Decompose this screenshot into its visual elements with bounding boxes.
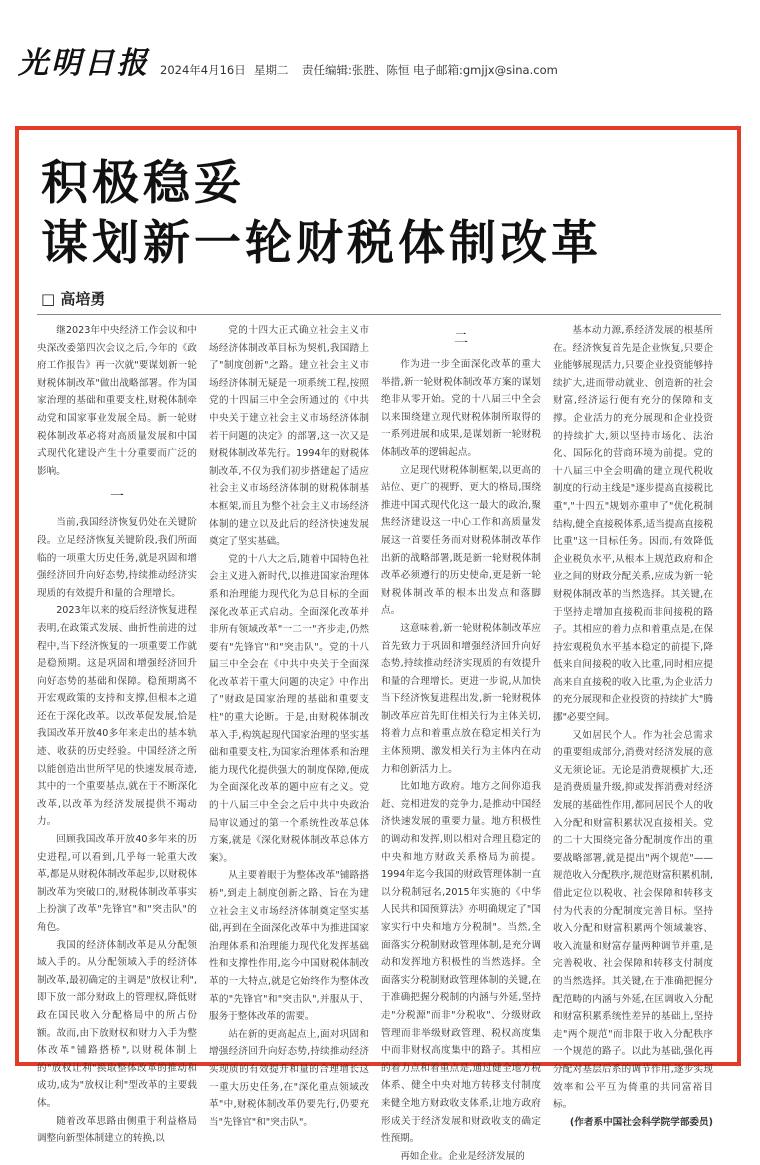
editor-email: 电子邮箱:gmjjx@sina.com	[413, 63, 558, 77]
article-author: □ 高培勇	[41, 290, 106, 308]
newspaper-logo: 光明日报	[18, 46, 150, 81]
article-paragraph: 站在新的更高起点上,面对巩固和增强经济回升向好态势,持续推动经济实现质的有效提升和量的合理增长这一重大历史任务,在"深化重点领域改革"中,财税体制改革仍要先行,仍要充当"先锋官"和"突击队"。	[209, 1028, 369, 1128]
article-paragraph: 当前,我国经济恢复仍处在关键阶段。立足经济恢复关键阶段,我们所面临的一项重大历史任务,就是巩固和增强经济回升向好态势,持续推动经济实现质的有效提升和量的合理增长。	[37, 517, 197, 599]
article-paragraph: 随着改革思路由侧重于利益格局调整向新型体制建立的转换,以	[37, 1115, 197, 1145]
article-paragraph: 比如地方政府。地方之间你追我赶、竞相进发的竞争力,是推动中国经济快速发展的重要力量。地方积极性的调动和发挥,则以相对合理且稳定的中央和地方财政关系格局为前提。1994年迄今我国的财政管理体制一直以分税制冠名,2015年实施的《中华人民共和国预算法》亦明确规定了"国家实行中央和地方分税制"。当然,全面落实分税制财政管理体制,是充分调动和发挥地方积极性的当然选择。全面落实分税制财政管理体制的关键,在于准确把握分税制的内涵与外延,坚持走"分税源"而非"分税收"、分级财政管理而非举级财政管理、税权高度集中而非财权高度集中的路子。其相应的着力点和着重点是,通过健全地方税体系、健全中央对地方转移支付制度来健全地方财政收支体系,让地方政府形成关于经济发展和财政收支的确定性预期。	[381, 781, 541, 1145]
article-paragraph: 党的十八大之后,随着中国特色社会主义进入新时代,以推进国家治理体系和治理能力现代化为总目标的全面深化改革正式启动。全面深化改革并非所有领域改革"一二一"齐步走,仍然要有"先锋官"和"突击队"。党的十八届三中全会在《中共中央关于全面深化改革若干重大问题的决定》中作出了"财政是国家治理的基础和重要支柱"的重大论断。于是,由财税体制改革入手,构筑起现代国家治理的坚实基础和重要支柱,为国家治理体系和治理能力现代化提供强大的制度保障,便成为全面深化改革的题中应有之义。党的十八届三中全会之后中共中央政治局审议通过的第一个系统性改革总体方案,就是《深化财税体制改革总体方案》。	[209, 553, 369, 864]
article-paragraph: 立足现代财税体制框架,以更高的站位、更广的视野、更大的格局,围绕推进中国式现代化这一最大的政治,聚焦经济建设这一中心工作和高质量发展这一首要任务而对财税体制改革作出新的战略部署,既是新一轮财税体制改革必须遵行的历史使命,更是新一轮财税体制改革的根本出发点和落脚点。	[381, 464, 541, 617]
article-paragraph: 从主要着眼于为整体改革"铺路搭桥",到走上制度创新之路、旨在为建立社会主义市场经济体制奠定坚实基础,再到在全面深化改革中为推进国家治理体系和治理能力现代化发挥基础性和支撑性作用,迄今中国财税体制改革的一大特点,就是它始终作为整体改革的"先锋官"和"突击队",并服从于、服务于整体改革的需要。	[209, 870, 369, 1023]
article-paragraph: 继2023年中央经济工作会议和中央深改委第四次会议之后,今年的《政府工作报告》再一次就"要谋划新一轮财税体制改革"做出战略部署。作为国家治理的基础和重要支柱,财税体制牵动党和国家事业发展全局。新一轮财税体制改革必将对高质量发展和中国式现代化建设产生十分重要而广泛的影响。	[37, 325, 197, 477]
issue-date: 2024年4月16日	[160, 63, 246, 77]
issue-weekday: 星期二	[254, 63, 289, 77]
newspaper-masthead	[0, 0, 760, 108]
article-paragraph: 又如居民个人。作为社会总需求的重要组成部分,消费对经济发展的意义无须论证。无论是消费规模扩大,还是消费质量升级,抑或发挥消费对经济发展的基础性作用,都同居民个人的收入分配和财富积累状况直接相关。党的二十大围绕完备分配制度作出的重要战略部署,就是提出"两个规范"——规范收入分配秩序,规范财富积累机制,借此定位以税收、社会保障和转移支付为代表的分配制度完善目标。坚持收入分配和财富积累两个领域兼容、收入流量和财富存量两种调节并重,是完善税收、社会保障和转移支付制度的当然选择。其关键,在于准确把握分配范畴的内涵与外延,在匡调收入分配和财富积累系统性差异的基础上,坚持走"两个规范"而非限于收入分配秩序一个规范的路子。以此为基础,强化再分配对基层后系的调节作用,逐步实现效率和公平互为倚重的共同富裕目标。	[553, 729, 713, 1111]
author-affiliation: (作者系中国社会科学院学部委员)	[569, 1116, 713, 1128]
article-column-1	[37, 322, 197, 1148]
article-paragraph: 这意味着,新一轮财税体制改革应首先致力于巩固和增强经济回升向好态势,持续推动经济实现质的有效提升和量的合理增长。更进一步说,从加快当下经济恢复进程出发,新一轮财税体制改革应首先盯住相关行为主体关切,将着力点和着重点放在稳定相关行为主体预期、激发相关行为主体内在动力和创新活力上。	[381, 622, 541, 775]
section-number: 一	[110, 489, 124, 506]
article-paragraph: 基本动力源,系经济发展的根基所在。经济恢复首先是企业恢复,只要企业能够展现活力,只要企业投资能够持续扩大,进而带动就业、创造新的社会财富,经济运行便有充分的保障和支撑。企业活力的充分展现和企业投资的持续扩大,须以坚持市场化、法治化、国际化的营商环境为前提。党的十八届三中全会明确的建立现代税收制度的行动主线是"逐步提高直接税比重","十四五"规划亦重申了"优化税制结构,健全直接税体系,适当提高直接税比重"这一目标任务。因而,有效降低企业税负水平,从根本上规范政府和企业之间的财政分配关系,应成为新一轮财税体制改革的当然选择。其关键,在于坚持走增加直接税而非间接税的路子。其相应的着力点和着重点是,在保持宏观税负水平基本稳定的前提下,降低来自间接税的收入比重,同时相应提高来自直接税的收入比重,为企业活力的充分展现和企业投资的持续扩大"腾挪"必要空间。	[553, 325, 713, 724]
article-paragraph: 回顾我国改革开放40多年来的历史进程,可以看到,几乎每一轮重大改革,都是从财税体制改革起步,以财税体制改革为突破口的,财税体制改革事实上扮演了改革"先锋官"和"突击队"的角色。	[37, 834, 197, 933]
article-paragraph: 2023年以来的疫后经济恢复进程表明,在政策式发展、曲折性前进的过程中,当下经济恢复的一项重要工作就是稳预期。这是巩固和增强经济回升向好态势的基础和保障。稳预期离不开宏观政策的支持和支撑,但根本之道还在于深化改革。以改革促发展,恰是我国改革开放40多年来走出的基本轨迹、收获的历史经验。中国经济之所以能创造出世所罕见的快速发展奇迹,其中的一个重要基点,就在于不断深化改革,以改革为经济发展提供不竭动力。	[37, 605, 197, 828]
responsible-editors: 责任编辑:张胜、陈恒	[302, 63, 410, 77]
article-column-2	[209, 322, 369, 1131]
article-paragraph: 作为进一步全面深化改革的重大举措,新一轮财税体制改革方案的谋划绝非从零开始。党的十八届三中全会以来围绕建立现代财税体制所取得的一系列进展和成果,是谋划新一轮财税体制改革的逻辑起点。	[381, 359, 541, 458]
article-paragraph: 再如企业。企业是经济发展的	[400, 1150, 525, 1162]
section-number: 二	[454, 331, 468, 347]
article-paragraph: 党的十四大正式确立社会主义市场经济体制改革目标为契机,我国踏上了"制度创新"之路。建立社会主义市场经济体制无疑是一项系统工程,按照党的十四届三中全会所通过的《中共中央关于建立社会主义市场经济体制若干问题的决定》的部署,这一次又是财税体制改革先行。1994年的财税体制改革,不仅为我们初步搭建起了适应社会主义市场经济体制的财税体制基本框架,而且为整个社会主义市场经济体制的建立以及此后的经济快速发展奠定了坚实基础。	[209, 325, 369, 548]
article-title-line-1: 积极稳妥	[41, 156, 245, 211]
article-title-line-2: 谋划新一轮财税体制改革	[41, 216, 602, 271]
article-column-3	[381, 322, 541, 1165]
article-paragraph: 我国的经济体制改革是从分配领域入手的。从分配领域入手的经济体制改革,最初确定的主调是"放权让利",即下放一部分财政上的管理权,降低财政在国民收入分配格局中的所占份额。故而,由下放财权和财力入手为整体改革"铺路搭桥",以财税体制上的"放权让利"换取整体改革的推动和成功,成为"放权让利"型改革的主要载体。	[37, 939, 197, 1109]
article-highlight-frame	[15, 126, 741, 1162]
article-column-4	[553, 322, 713, 1131]
title-divider	[37, 314, 721, 315]
